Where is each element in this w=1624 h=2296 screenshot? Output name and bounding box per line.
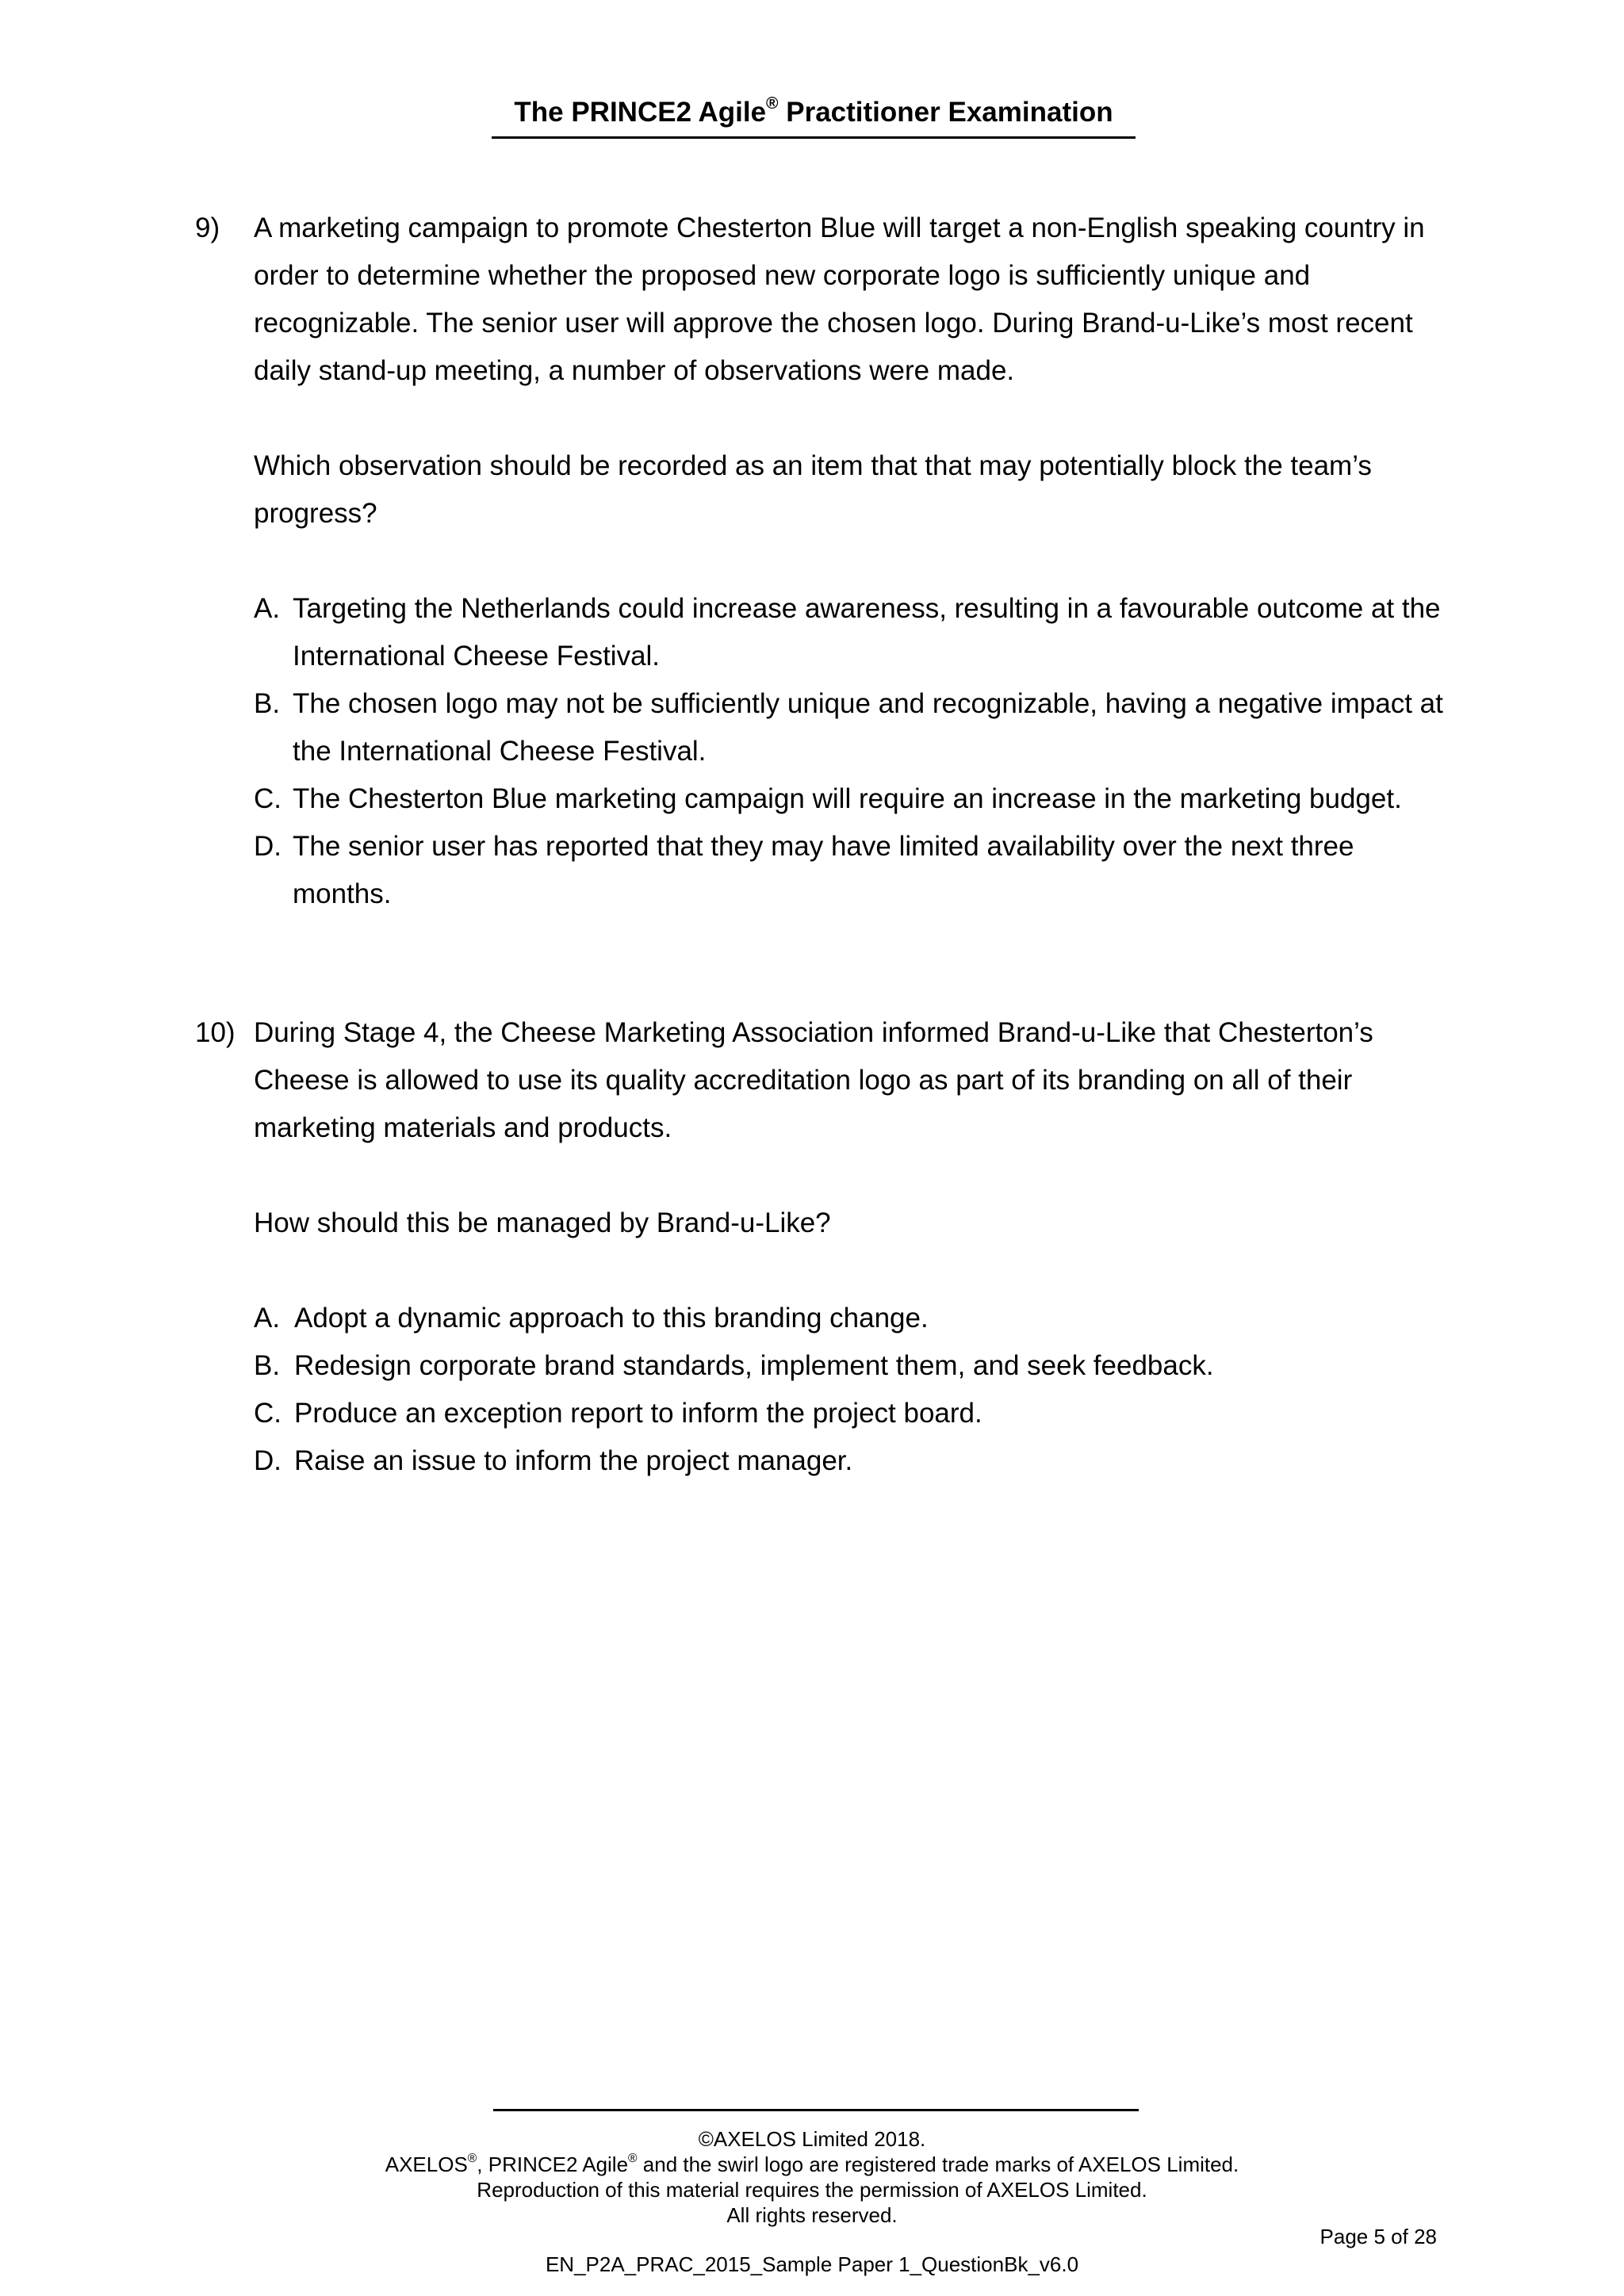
option-text: Targeting the Netherlands could increase awareness, resulting in a favourable outcome at the International Cheese Festival. xyxy=(293,593,1441,672)
answer-options xyxy=(254,1295,1443,1485)
option-text: The chosen logo may not be sufficiently unique and recognizable, having a negative impact at the International Cheese Festival. xyxy=(293,688,1443,767)
trademark-prince2: , PRINCE2 Agile xyxy=(477,2152,629,2176)
trademark-axelos: AXELOS xyxy=(385,2152,468,2176)
option-text: Adopt a dynamic approach to this branding change. xyxy=(294,1303,929,1334)
answer-option-d[interactable] xyxy=(254,823,1443,918)
page-footer xyxy=(0,2126,1624,2228)
question-body xyxy=(254,1009,1443,1485)
option-text: Produce an exception report to inform the project board. xyxy=(294,1398,982,1429)
answer-options xyxy=(254,585,1443,918)
answer-option-d[interactable] xyxy=(254,1437,1443,1485)
footer-divider xyxy=(493,2109,1139,2111)
option-letter: B. xyxy=(254,688,281,719)
footer-copyright: ©AXELOS Limited 2018. xyxy=(698,2127,926,2151)
option-letter: D. xyxy=(254,1445,282,1476)
document-id: EN_P2A_PRAC_2015_Sample Paper 1_QuestionBk_v6.0 xyxy=(545,2252,1079,2276)
answer-option-b[interactable] xyxy=(254,1342,1443,1390)
question-body xyxy=(254,205,1443,918)
footer-reproduction: Reproduction of this material requires the permission of AXELOS Limited. xyxy=(477,2178,1147,2202)
page-number: Page 5 of 28 xyxy=(1320,2225,1437,2248)
answer-option-a[interactable] xyxy=(254,585,1443,680)
option-text: The Chesterton Blue marketing campaign will require an increase in the marketing budget. xyxy=(293,783,1402,814)
footer-rights: All rights reserved. xyxy=(726,2203,898,2227)
registered-mark: ® xyxy=(628,2152,638,2166)
option-letter: D. xyxy=(254,831,282,862)
registered-mark: ® xyxy=(467,2152,477,2166)
option-text: Redesign corporate brand standards, implement them, and seek feedback. xyxy=(294,1350,1214,1381)
answer-option-c[interactable] xyxy=(254,775,1443,823)
option-letter: A. xyxy=(254,593,281,624)
header-divider xyxy=(492,136,1136,139)
option-text: Raise an issue to inform the project manager. xyxy=(294,1445,853,1476)
trademark-rest: and the swirl logo are registered trade marks of AXELOS Limited. xyxy=(637,2152,1239,2176)
option-letter: C. xyxy=(254,783,282,814)
header-title-end: Practitioner Examination xyxy=(778,97,1113,128)
question-number: 10) xyxy=(195,1017,236,1048)
header-title-main: The PRINCE2 Agile xyxy=(514,97,767,128)
answer-option-b[interactable] xyxy=(254,680,1443,775)
option-letter: C. xyxy=(254,1398,282,1429)
answer-option-c[interactable] xyxy=(254,1390,1443,1437)
option-letter: A. xyxy=(254,1303,281,1334)
registered-mark: ® xyxy=(766,94,779,113)
option-letter: B. xyxy=(254,1350,281,1381)
answer-option-a[interactable] xyxy=(254,1295,1443,1342)
question-stem: During Stage 4, the Cheese Marketing Association informed Brand-u-Like that Chesterton’s Cheese is allowed to use its quality accreditation logo as part of its branding on all of their marketing materials and products. xyxy=(254,1017,1373,1143)
footer-trademark xyxy=(0,2152,1624,2177)
question-stem: A marketing campaign to promote Chesterton Blue will target a non-English speaking country in order to determine whether the proposed new corporate logo is sufficiently unique and recognizable. The senior user will approve the chosen logo. During Brand-u-Like’s most recent daily stand-up meeting, a number of observations were made. xyxy=(254,212,1425,386)
page-header-title xyxy=(492,94,1136,132)
option-text: The senior user has reported that they may have limited availability over the next three months. xyxy=(293,831,1354,909)
question-prompt: Which observation should be recorded as an item that that may potentially block the team’s progress? xyxy=(254,450,1372,529)
question-prompt: How should this be managed by Brand-u-Like? xyxy=(254,1207,831,1238)
question-number: 9) xyxy=(195,212,220,243)
